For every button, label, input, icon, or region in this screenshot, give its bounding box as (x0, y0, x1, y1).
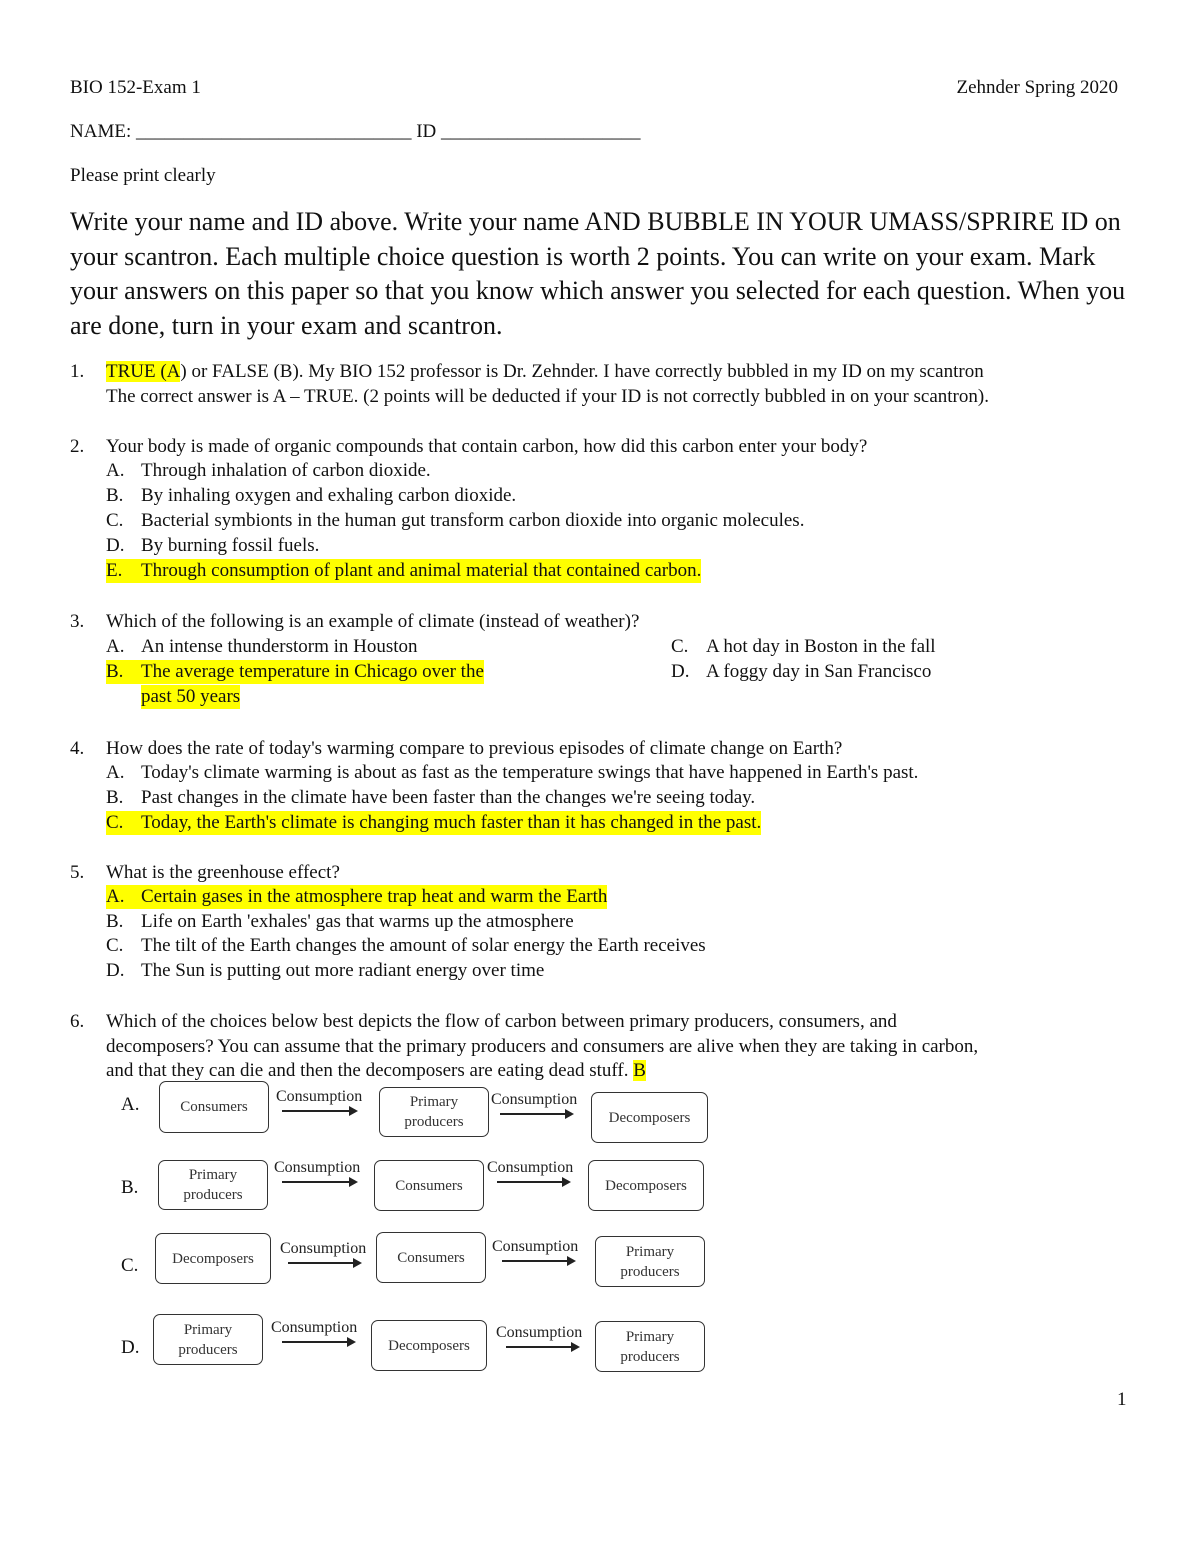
q2-option-a: A. Through inhalation of carbon dioxide. (106, 460, 431, 481)
q4-number: 4. (70, 738, 85, 759)
q2-number: 2. (70, 436, 85, 457)
q1-number: 1. (70, 361, 85, 382)
diagram-a-box-2: Primary producers (379, 1087, 489, 1137)
diagram-b-arrow-1-label: Consumption (274, 1159, 361, 1176)
diagram-d-box-1: Primary producers (153, 1314, 263, 1365)
diagram-a-box-1: Consumers (159, 1081, 269, 1133)
diagram-c-box-2: Consumers (376, 1232, 486, 1283)
print-note: Please print clearly (70, 165, 216, 186)
q1-line2: The correct answer is A – TRUE. (2 points will be deducted if your ID is not correctly bubbled in on your scantron). (106, 386, 989, 407)
q6-line3: and that they can die and then the decomposers are eating dead stuff. B (106, 1060, 646, 1081)
q2-option-e-answer: E. Through consumption of plant and animal material that contained carbon. (106, 560, 702, 581)
q4-option-b: B. Past changes in the climate have been faster than the changes we're seeing today. (106, 787, 756, 808)
q2-option-c: C. Bacterial symbionts in the human gut transform carbon dioxide into organic molecules. (106, 510, 805, 531)
q4-option-c-answer: C. Today, the Earth's climate is changing much faster than it has changed in the past. (106, 812, 762, 833)
q3-option-c: C. A hot day in Boston in the fall (671, 636, 936, 657)
diagram-a-arrow-1-label: Consumption (276, 1088, 363, 1105)
q1-answer-highlight: TRUE (A (106, 361, 181, 382)
diagram-c-box-1: Decomposers (155, 1233, 271, 1284)
diagram-d-letter: D. (121, 1337, 140, 1358)
diagram-a-arrow-1 (282, 1110, 356, 1112)
q5-option-d: D. The Sun is putting out more radiant energy over time (106, 960, 545, 981)
diagram-c-arrow-2 (502, 1260, 574, 1262)
instructor-term: Zehnder Spring 2020 (956, 77, 1118, 98)
q2-option-d: D. By burning fossil fuels. (106, 535, 320, 556)
diagram-b-letter: B. (121, 1177, 139, 1198)
diagram-b-arrow-2-label: Consumption (487, 1159, 574, 1176)
diagram-b-box-3: Decomposers (588, 1160, 704, 1211)
q6-answer: B (633, 1060, 646, 1081)
diagram-c-letter: C. (121, 1255, 139, 1276)
diagram-b-box-2: Consumers (374, 1160, 484, 1211)
q2-option-b: B. By inhaling oxygen and exhaling carbon dioxide. (106, 485, 517, 506)
diagram-a-arrow-2-label: Consumption (491, 1091, 578, 1108)
q5-option-a-answer: A. Certain gases in the atmosphere trap heat and warm the Earth (106, 886, 608, 907)
diagram-d-box-2: Decomposers (371, 1320, 487, 1371)
instructions: Write your name and ID above. Write your name AND BUBBLE IN YOUR UMASS/SPRIRE ID on your scantron. Each multiple choice question is worth 2 points. You can write on your exam. Mark your answers on this paper so that you know which answer you selected for each question. When you are done, turn in your exam and scantron. (70, 207, 1126, 340)
diagram-a-box-3: Decomposers (591, 1092, 708, 1143)
page-number: 1 (1117, 1389, 1127, 1410)
q3-option-a: A. An intense thunderstorm in Houston (106, 636, 418, 657)
q3-option-b-answer: B. The average temperature in Chicago over the (106, 661, 484, 682)
q4-option-a: A. Today's climate warming is about as fast as the temperature swings that have happened in Earth's past. (106, 762, 919, 783)
diagram-c-arrow-2-label: Consumption (492, 1238, 579, 1255)
diagram-b-arrow-1 (282, 1181, 356, 1183)
name-id-line: NAME: _____________________________ ID _____________________ (70, 121, 641, 142)
q5-option-c: C. The tilt of the Earth changes the amount of solar energy the Earth receives (106, 935, 706, 956)
diagram-b-box-1: Primary producers (158, 1160, 268, 1210)
course-title: BIO 152-Exam 1 (70, 77, 201, 98)
q3-option-d: D. A foggy day in San Francisco (671, 661, 932, 682)
q5-option-b: B. Life on Earth 'exhales' gas that warms up the atmosphere (106, 911, 574, 932)
diagram-c-arrow-1-label: Consumption (280, 1240, 367, 1257)
diagram-a-arrow-2 (500, 1113, 572, 1115)
q2-text: Your body is made of organic compounds that contain carbon, how did this carbon enter your body? (106, 436, 868, 457)
q4-text: How does the rate of today's warming compare to previous episodes of climate change on Earth? (106, 738, 843, 759)
q6-line2: decomposers? You can assume that the primary producers and consumers are alive when they are taking in carbon, (106, 1036, 979, 1057)
diagram-a-letter: A. (121, 1094, 140, 1115)
q6-line1: Which of the choices below best depicts the flow of carbon between primary producers, consumers, and (106, 1011, 897, 1032)
q1-text-rest: ) or FALSE (B). My BIO 152 professor is Dr. Zehnder. I have correctly bubbled in my ID on my scantron (180, 361, 984, 382)
q1-text (106, 360, 984, 384)
diagram-d-arrow-2 (506, 1346, 578, 1348)
diagram-c-arrow-1 (288, 1262, 360, 1264)
q6-number: 6. (70, 1011, 85, 1032)
q3-number: 3. (70, 611, 85, 632)
diagram-d-arrow-1 (282, 1341, 354, 1343)
q5-number: 5. (70, 862, 85, 883)
q3-text: Which of the following is an example of climate (instead of weather)? (106, 611, 640, 632)
diagram-d-box-3: Primary producers (595, 1321, 705, 1372)
diagram-d-arrow-1-label: Consumption (271, 1319, 358, 1336)
q3-option-b-line2: past 50 years (141, 686, 241, 707)
diagram-c-box-3: Primary producers (595, 1236, 705, 1287)
q5-text: What is the greenhouse effect? (106, 862, 340, 883)
diagram-d-arrow-2-label: Consumption (496, 1324, 583, 1341)
diagram-b-arrow-2 (497, 1181, 569, 1183)
